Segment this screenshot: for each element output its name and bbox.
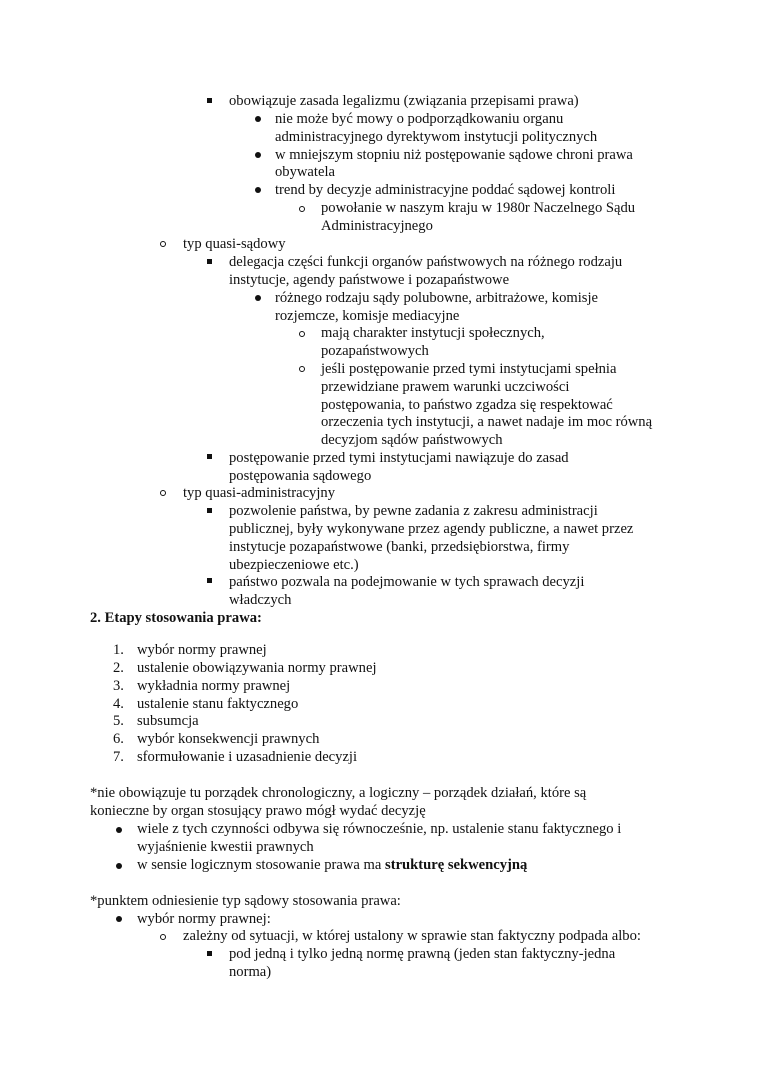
filled-bullet-icon (116, 916, 122, 922)
list-number: 7. (113, 749, 124, 765)
list-item: wybór konsekwencji prawnych (137, 731, 320, 747)
note-line: *nie obowiązuje tu porządek chronologiczny, a logiczny – porządek działań, które są (90, 785, 587, 801)
text-line: decyzjom sądów państwowych (321, 432, 503, 448)
text-line: w mniejszym stopniu niż postępowanie sądowe chroni prawa (275, 147, 633, 163)
text-line: przewidziane prawem warunki uczciwości (321, 379, 570, 395)
square-bullet-icon (207, 578, 212, 583)
text-line: postępowania, to państwo zgadza się respektować (321, 397, 613, 413)
list-number: 4. (113, 696, 124, 712)
list-item: wybór normy prawnej (137, 642, 267, 658)
text-line: powołanie w naszym kraju w 1980r Naczelnego Sądu (321, 200, 636, 216)
hollow-bullet-icon (160, 934, 166, 940)
hollow-bullet-icon (299, 206, 305, 212)
text-line (137, 856, 527, 874)
text-line: zależny od sytuacji, w której ustalony w sprawie stan faktyczny podpada albo: (183, 928, 641, 944)
text-line: różnego rodzaju sądy polubowne, arbitrażowe, komisje (275, 290, 598, 306)
square-bullet-icon (207, 508, 212, 513)
text-line: instytucje, agendy państwowe i pozapaństwowe (229, 272, 510, 288)
hollow-bullet-icon (299, 331, 305, 337)
text-line: administracyjnego dyrektywom instytucji politycznych (275, 129, 598, 145)
list-number: 6. (113, 731, 124, 747)
text-line: rozjemcze, komisje mediacyjne (275, 308, 460, 324)
text-line: trend by decyzje administracyjne poddać sądowej kontroli (275, 182, 616, 198)
text-line: ubezpieczeniowe etc.) (229, 557, 359, 573)
text-line: postępowania sądowego (229, 468, 372, 484)
text-line: państwo pozwala na podejmowanie w tych sprawach decyzji (229, 574, 585, 590)
text-line: wyjaśnienie kwestii prawnych (137, 839, 314, 855)
text-span: w sensie logicznym stosowanie prawa ma (137, 857, 386, 873)
text-line: obowiązuje zasada legalizmu (związania przepisami prawa) (229, 93, 579, 109)
note-line: konieczne by organ stosujący prawo mógł wydać decyzję (90, 803, 426, 819)
text-line: orzeczenia tych instytucji, a nawet nadaje im moc równą (321, 414, 653, 430)
text-line: delegacja części funkcji organów państwowych na różnego rodzaju (229, 254, 623, 270)
list-item: sformułowanie i uzasadnienie decyzji (137, 749, 358, 765)
bold-term: strukturę sekwencyjną (385, 857, 528, 873)
list-item: ustalenie stanu faktycznego (137, 696, 299, 712)
text-line: publicznej, były wykonywane przez agendy publiczne, a nawet przez (229, 521, 634, 537)
text-line: obywatela (275, 164, 335, 180)
square-bullet-icon (207, 98, 212, 103)
text-line: pod jedną i tylko jedną normę prawną (jeden stan faktyczny-jedna (229, 946, 616, 962)
text-line: nie może być mowy o podporządkowaniu organu (275, 111, 564, 127)
section-heading: 2. Etapy stosowania prawa: (90, 610, 262, 626)
list-item: subsumcja (137, 713, 199, 729)
filled-bullet-icon (255, 295, 261, 301)
square-bullet-icon (207, 454, 212, 459)
text-line: typ quasi-sądowy (183, 236, 286, 252)
text-line: instytucje pozapaństwowe (banki, przedsiębiorstwa, firmy (229, 539, 570, 555)
text-line: pozwolenie państwa, by pewne zadania z zakresu administracji (229, 503, 598, 519)
text-line: władczych (229, 592, 292, 608)
list-item: ustalenie obowiązywania normy prawnej (137, 660, 377, 676)
text-line: mają charakter instytucji społecznych, (321, 325, 545, 341)
text-line: wiele z tych czynności odbywa się równocześnie, np. ustalenie stanu faktycznego i (137, 821, 622, 837)
filled-bullet-icon (116, 827, 122, 833)
text-line: typ quasi-administracyjny (183, 485, 335, 501)
hollow-bullet-icon (299, 366, 305, 372)
list-number: 1. (113, 642, 124, 658)
list-item: wykładnia normy prawnej (137, 678, 291, 694)
square-bullet-icon (207, 259, 212, 264)
list-number: 3. (113, 678, 124, 694)
text-line: jeśli postępowanie przed tymi instytucjami spełnia (321, 361, 617, 377)
text-line: pozapaństwowych (321, 343, 429, 359)
filled-bullet-icon (255, 187, 261, 193)
list-number: 5. (113, 713, 124, 729)
list-number: 2. (113, 660, 124, 676)
text-line: wybór normy prawnej: (137, 911, 271, 927)
text-line: postępowanie przed tymi instytucjami nawiązuje do zasad (229, 450, 569, 466)
filled-bullet-icon (255, 152, 261, 158)
hollow-bullet-icon (160, 490, 166, 496)
text-line: Administracyjnego (321, 218, 433, 234)
square-bullet-icon (207, 951, 212, 956)
filled-bullet-icon (116, 863, 122, 869)
filled-bullet-icon (255, 116, 261, 122)
text-line: norma) (229, 964, 272, 980)
note-line: *punktem odniesienie typ sądowy stosowania prawa: (90, 893, 401, 909)
hollow-bullet-icon (160, 241, 166, 247)
